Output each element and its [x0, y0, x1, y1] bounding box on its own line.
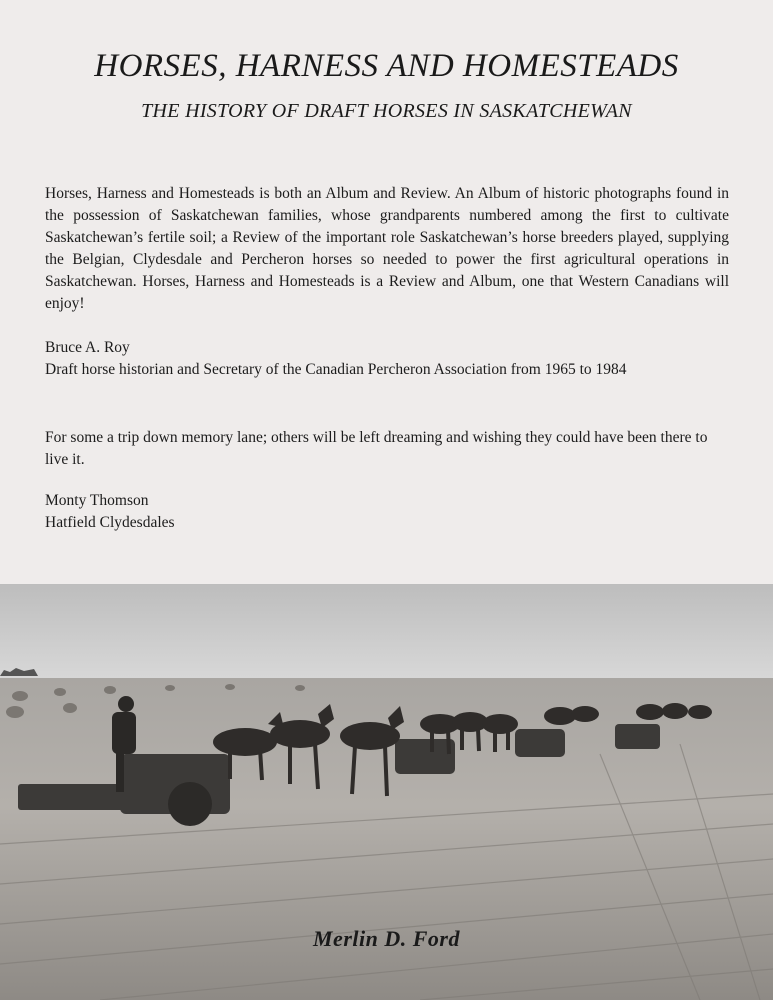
reviewer-2-affiliation: Hatfield Clydesdales [45, 514, 175, 531]
reviewer-1-name: Bruce A. Roy [45, 339, 130, 356]
review-quote-1: Horses, Harness and Homesteads is both an Album and Review. An Album of historic photographs found in the possession of Saskatchewan families, whose grandparents numbered among the first to cultivate Saskatchewan’s fertile soil; a Review of the important role Saskatchewan’s horse breeders played, supplying the Belgian, Clydesdale and Percheron horses so needed to power the first agricultural operations in Saskatchewan. Horses, Harness and Homesteads is a Review and Album, one that Western Canadians will enjoy! [45, 185, 729, 312]
book-subtitle: THE HISTORY OF DRAFT HORSES IN SASKATCHEWAN [141, 100, 632, 122]
reviewer-2 [45, 490, 729, 534]
review-quote-2: For some a trip down memory lane; others will be left dreaming and wishing they could have been there to live it. [45, 429, 708, 468]
reviewer-1-affiliation: Draft horse historian and Secretary of the Canadian Percheron Association from 1965 to 1984 [45, 361, 627, 378]
author-name: Merlin D. Ford [313, 926, 460, 951]
book-title: HORSES, HARNESS AND HOMESTEADS [94, 48, 679, 84]
reviewer-2-name: Monty Thomson [45, 492, 149, 509]
reviewer-1 [45, 337, 729, 381]
